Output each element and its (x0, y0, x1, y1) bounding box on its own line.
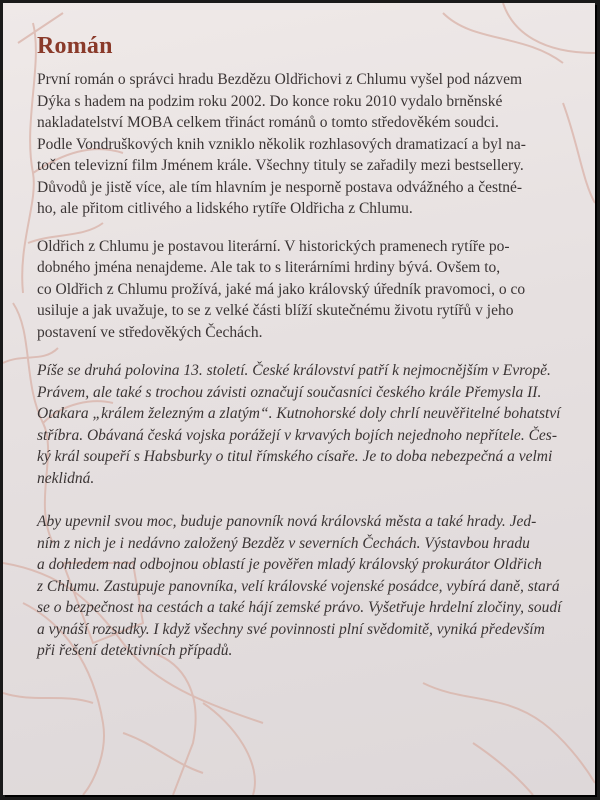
text-line: Právem, ale také s trochou závisti označují současníci českého krále Přemysla II. (37, 383, 542, 401)
page-title: Román (37, 33, 113, 59)
text-line: neklidná. (37, 469, 95, 487)
paragraph-1 (37, 69, 585, 220)
text-line: První román o správci hradu Bezdězu Oldřichovi z Chlumu vyšel pod názvem (37, 71, 523, 88)
text-line: dobného jména nenajdeme. Ale tak to s literárními hrdiny bývá. Ovšem to, (37, 259, 501, 276)
text-line: ho, ale přitom citlivého a lidského rytíře Oldřicha z Chlumu. (37, 200, 413, 217)
paragraph-2 (37, 236, 585, 344)
text-panel (37, 33, 585, 680)
text-line: ním z nich je i nedávno založený Bezděz v severních Čechách. Výstavbou hradu (37, 534, 530, 552)
text-line: Důvodů je jistě více, ale tím hlavním je nesporně postava odvážného a čestné- (37, 178, 523, 196)
text-line: točen televizní film Jménem krále. Všechny tituly se zařadily mezi bestsellery. (37, 157, 524, 174)
text-line: Dýka s hadem na podzim roku 2002. Do konce roku 2010 vydalo brněnské (37, 92, 503, 110)
text-line: se o bezpečnost na cestách a také hájí zemské právo. Vyšetřuje hrdelní zločiny, soudí (37, 599, 562, 616)
text-line: postavení ve středověkých Čechách. (37, 323, 263, 341)
text-line: nakladatelství MOBA celkem třináct románů o tomto středověkém soudci. (37, 114, 499, 131)
paragraph-4 (37, 511, 585, 662)
text-line: co Oldřich z Chlumu prožívá, jaké má jako královský úředník pravomoci, o co (37, 280, 526, 298)
text-line: usiluje a jak uvažuje, to se z velké části blíží skutečnému životu rytířů v jeho (37, 302, 514, 319)
text-line: Píše se druhá polovina 13. století. České království patří k nejmocnějším v Evropě. (37, 362, 551, 379)
text-line: a dohledem nad odbojnou oblastí je pověřen mladý královský prokurátor Oldřich (37, 556, 542, 573)
photo (3, 3, 595, 795)
text-line: Aby upevnil svou moc, buduje panovník nová královská města a také hrady. Jed- (37, 513, 537, 530)
text-line: z Chlumu. Zastupuje panovníka, velí královské vojenské posádce, vybírá daně, stará (37, 577, 560, 595)
text-line: stříbra. Obávaná česká vojska porážejí v krvavých bojích nejednoho nepřítele. Čes- (37, 426, 557, 444)
text-line: a vynáší rozsudky. I když všechny své povinnosti plní svědomitě, vyniká především (37, 620, 545, 638)
paragraph-3 (37, 360, 585, 489)
text-line: Otakara „králem železným a zlatým“. Kutnohorské doly chrlí neuvěřitelné bohatství (37, 405, 561, 422)
text-line: při řešení detektivních případů. (37, 642, 233, 659)
text-line: Oldřich z Chlumu je postavou literární. V historických pramenech rytíře po- (37, 237, 510, 255)
text-line: Podle Vondruškových knih vzniklo několik rozhlasových dramatizací a byl na- (37, 135, 526, 153)
text-line: ký král soupeří s Habsburky o titul římského císaře. Je to doba nebezpečná a velmi (37, 448, 553, 465)
